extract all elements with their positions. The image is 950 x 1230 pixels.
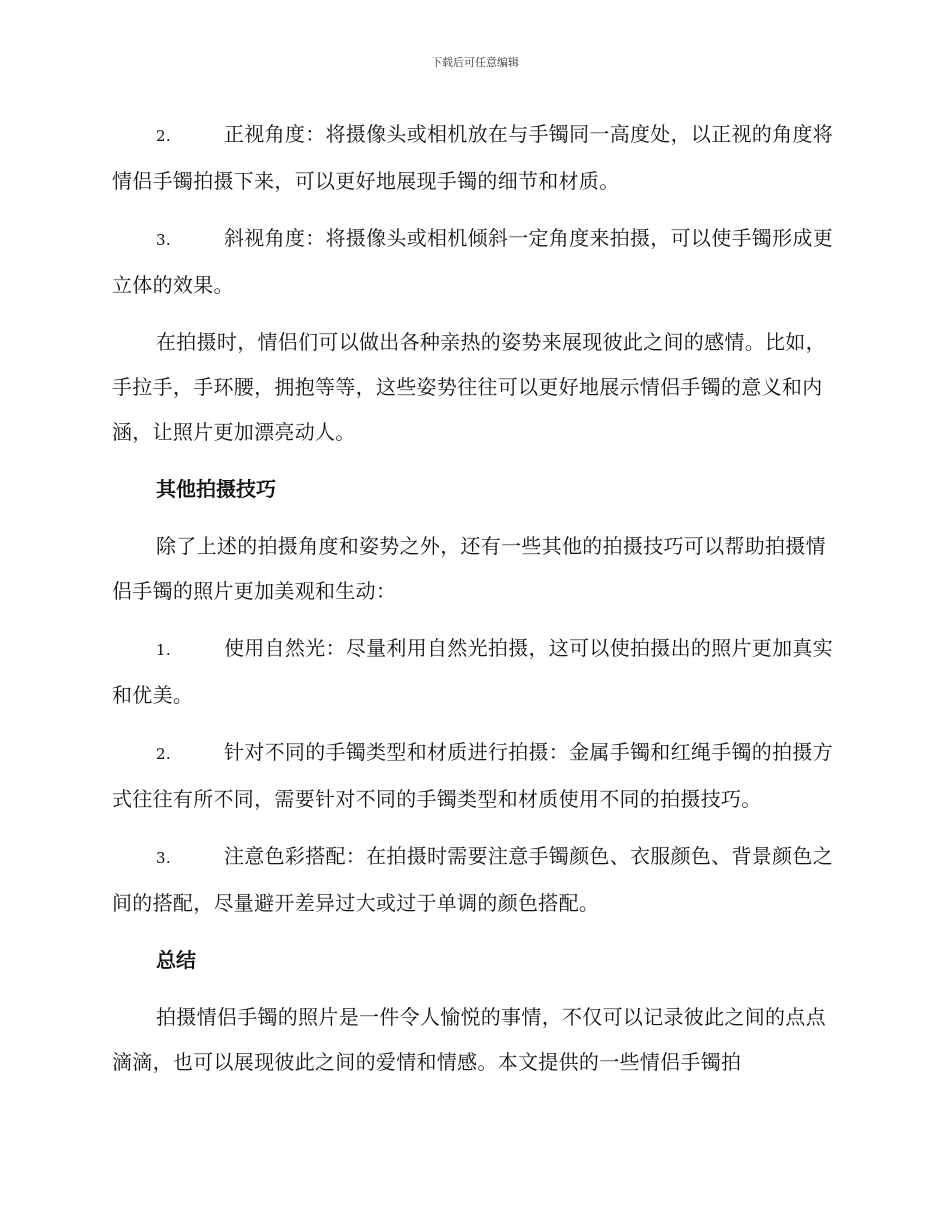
list-text: 注意色彩搭配：在拍摄时需要注意手镯颜色、衣服颜色、背景颜色之间的搭配，尽量避开差异过大或过于单调的颜色搭配。: [112, 844, 833, 915]
list-number: 3.: [156, 231, 171, 249]
list-item: [112, 112, 836, 204]
list-number: 1.: [156, 641, 171, 659]
paragraph: 在拍摄时，情侣们可以做出各种亲热的姿势来展现彼此之间的感情。比如，手拉手，手环腰，拥抱等等，这些姿势往往可以更好地展示情侣手镯的意义和内涵，让照片更加漂亮动人。: [112, 330, 826, 444]
list-text: 正视角度：将摄像头或相机放在与手镯同一高度处，以正视的角度将情侣手镯拍摄下来，可以更好地展现手镯的细节和材质。: [112, 122, 833, 193]
list-item: [112, 834, 836, 926]
section-heading: 总结: [156, 948, 196, 972]
list-text: 使用自然光：尽量利用自然光拍摄，这可以使拍摄出的照片更加真实和优美。: [112, 636, 833, 707]
page-header: 下载后可任意编辑: [431, 56, 519, 69]
paragraph: 除了上述的拍摄角度和姿势之外，还有一些其他的拍摄技巧可以帮助拍摄情侣手镯的照片更加美观和生动：: [112, 534, 826, 603]
list-item: [112, 216, 836, 308]
paragraph: 拍摄情侣手镯的照片是一件令人愉悦的事情，不仅可以记录彼此之间的点点滴滴，也可以展现彼此之间的爱情和情感。本文提供的一些情侣手镯拍: [112, 1005, 826, 1074]
list-number: 3.: [156, 849, 171, 867]
list-item: [112, 626, 836, 718]
document-body: [112, 112, 836, 1097]
list-text: 斜视角度：将摄像头或相机倾斜一定角度来拍摄，可以使手镯形成更立体的效果。: [112, 226, 833, 297]
list-number: 2.: [156, 745, 171, 763]
list-text: 针对不同的手镯类型和材质进行拍摄：金属手镯和红绳手镯的拍摄方式往往有所不同，需要针对不同的手镯类型和材质使用不同的拍摄技巧。: [112, 740, 833, 811]
list-item: [112, 730, 836, 822]
section-heading: 其他拍摄技巧: [156, 477, 276, 501]
list-number: 2.: [156, 127, 171, 145]
